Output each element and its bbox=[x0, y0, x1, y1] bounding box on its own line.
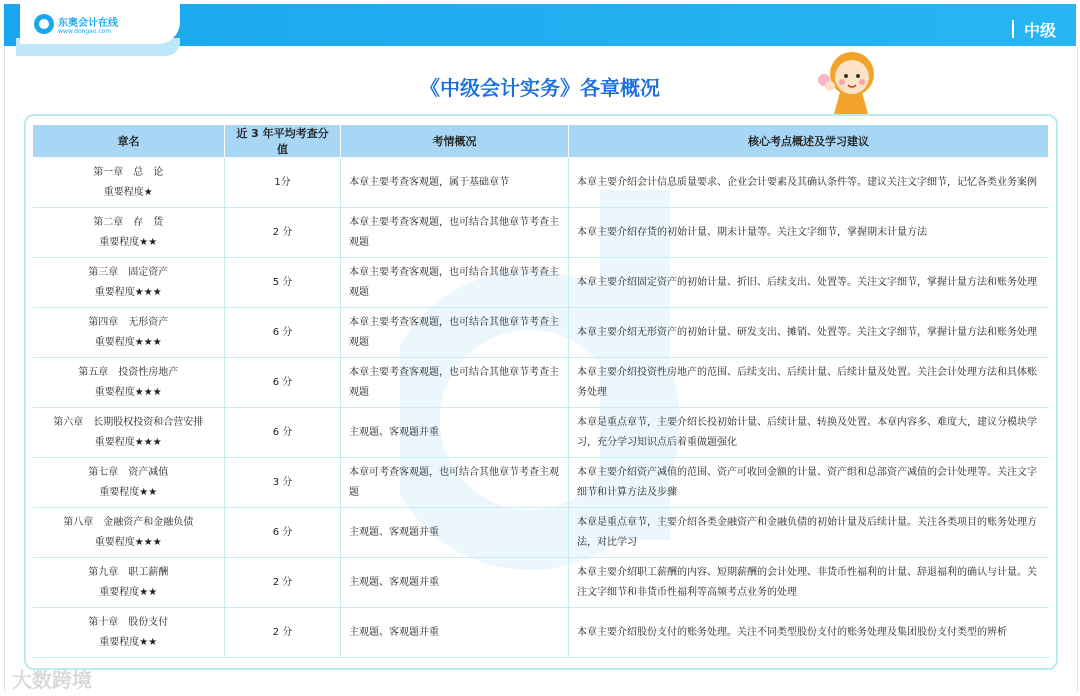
importance-rating: 重要程度★★ bbox=[99, 486, 158, 498]
logo[interactable] bbox=[20, 4, 180, 44]
importance-rating: 重要程度★★ bbox=[99, 636, 158, 648]
overview-cell: 主观题、客观题并重 bbox=[341, 608, 569, 658]
advice-cell: 本章主要介绍会计信息质量要求、企业会计要素及其确认条件等。建议关注文字细节，记忆各类业务案例 bbox=[569, 158, 1049, 208]
column-header-chapter: 章名 bbox=[33, 125, 225, 158]
chapter-name: 第一章 总 论 bbox=[93, 166, 164, 178]
overview-cell: 主观题、客观题并重 bbox=[341, 558, 569, 608]
importance-rating: 重要程度★★★ bbox=[94, 336, 162, 348]
importance-rating: 重要程度★★★ bbox=[94, 536, 162, 548]
table-row bbox=[33, 558, 1049, 608]
level-label: 中级 bbox=[1024, 21, 1057, 40]
table-row bbox=[33, 408, 1049, 458]
score-cell: 6 分 bbox=[225, 308, 341, 358]
column-header-score: 近 3 年平均考查分值 bbox=[225, 125, 341, 158]
table-row bbox=[33, 508, 1049, 558]
chapter-cell bbox=[33, 608, 225, 658]
chapter-name: 第十章 股份支付 bbox=[88, 616, 169, 628]
chapter-name: 第二章 存 货 bbox=[93, 216, 164, 228]
score-cell: 6 分 bbox=[225, 508, 341, 558]
chapter-name: 第六章 长期股权投资和合营安排 bbox=[53, 416, 204, 428]
overview-cell: 本章主要考查客观题，属于基础章节 bbox=[341, 158, 569, 208]
advice-cell: 本章主要介绍资产减值的范围、资产可收回金额的计量、资产组和总部资产减值的会计处理等。关注文字细节和计算方法及步骤 bbox=[569, 458, 1049, 508]
chapter-name: 第八章 金融资产和金融负债 bbox=[63, 516, 194, 528]
score-cell: 2 分 bbox=[225, 558, 341, 608]
table-row bbox=[33, 608, 1049, 658]
chapter-name: 第三章 固定资产 bbox=[88, 266, 169, 278]
chapter-cell bbox=[33, 358, 225, 408]
logo-name: 东奥会计在线 bbox=[58, 18, 118, 29]
column-header-overview: 考情概况 bbox=[341, 125, 569, 158]
overview-cell: 本章主要考查客观题，也可结合其他章节考查主观题 bbox=[341, 308, 569, 358]
footer-watermark: 大数跨境 bbox=[12, 668, 92, 692]
table-row bbox=[33, 358, 1049, 408]
advice-cell: 本章是重点章节，主要介绍各类金融资产和金融负债的初始计量及后续计量。关注各类项目的账务处理方法，对比学习 bbox=[569, 508, 1049, 558]
chapter-name: 第七章 资产减值 bbox=[88, 466, 169, 478]
score-cell: 1分 bbox=[225, 158, 341, 208]
importance-rating: 重要程度★★ bbox=[99, 586, 158, 598]
chapter-cell bbox=[33, 208, 225, 258]
score-cell: 2 分 bbox=[225, 608, 341, 658]
mascot-icon bbox=[812, 44, 890, 114]
table-row bbox=[33, 258, 1049, 308]
score-cell: 2 分 bbox=[225, 208, 341, 258]
column-header-advice: 核心考点概述及学习建议 bbox=[569, 125, 1049, 158]
overview-cell: 本章主要考查客观题，也可结合其他章节考查主观题 bbox=[341, 358, 569, 408]
importance-rating: 重要程度★★ bbox=[99, 236, 158, 248]
chapter-cell bbox=[33, 158, 225, 208]
advice-cell: 本章主要介绍股份支付的账务处理。关注不同类型股份支付的账务处理及集团股份支付类型的辨析 bbox=[569, 608, 1049, 658]
score-cell: 6 分 bbox=[225, 408, 341, 458]
importance-rating: 重要程度★ bbox=[103, 186, 153, 198]
table-row bbox=[33, 458, 1049, 508]
advice-cell: 本章主要介绍职工薪酬的内容、短期薪酬的会计处理、非货币性福利的计量、辞退福利的确认与计量。关注文字细节和非货币性福利等高频考点业务的处理 bbox=[569, 558, 1049, 608]
chapter-cell bbox=[33, 458, 225, 508]
overview-cell: 主观题、客观题并重 bbox=[341, 508, 569, 558]
importance-rating: 重要程度★★★ bbox=[94, 436, 162, 448]
logo-url: www.dongao.com bbox=[58, 28, 112, 35]
advice-cell: 本章主要介绍固定资产的初始计量、折旧、后续支出、处置等。关注文字细节，掌握计量方法和账务处理 bbox=[569, 258, 1049, 308]
score-cell: 6 分 bbox=[225, 358, 341, 408]
level-divider bbox=[1012, 20, 1014, 38]
table-row bbox=[33, 208, 1049, 258]
importance-rating: 重要程度★★★ bbox=[94, 286, 162, 298]
chapter-cell bbox=[33, 308, 225, 358]
chapter-cell bbox=[33, 508, 225, 558]
advice-cell: 本章是重点章节，主要介绍长投初始计量、后续计量、转换及处置。本章内容多、难度大，建议分模块学习，充分学习知识点后着重做题强化 bbox=[569, 408, 1049, 458]
overview-cell: 本章可考查客观题，也可结合其他章节考查主观题 bbox=[341, 458, 569, 508]
chapter-table bbox=[32, 124, 1049, 658]
score-cell: 3 分 bbox=[225, 458, 341, 508]
overview-cell: 本章主要考查客观题，也可结合其他章节考查主观题 bbox=[341, 208, 569, 258]
page-title: 《中级会计实务》各章概况 bbox=[420, 76, 660, 100]
chapter-name: 第四章 无形资产 bbox=[88, 316, 169, 328]
overview-cell: 本章主要考查客观题，也可结合其他章节考查主观题 bbox=[341, 258, 569, 308]
overview-cell: 主观题、客观题并重 bbox=[341, 408, 569, 458]
logo-icon bbox=[34, 14, 54, 34]
advice-cell: 本章主要介绍无形资产的初始计量、研发支出、摊销、处置等。关注文字细节，掌握计量方法和账务处理 bbox=[569, 308, 1049, 358]
chapter-name: 第九章 职工薪酬 bbox=[88, 566, 169, 578]
importance-rating: 重要程度★★★ bbox=[94, 386, 162, 398]
table-row bbox=[33, 308, 1049, 358]
chapter-cell bbox=[33, 558, 225, 608]
advice-cell: 本章主要介绍投资性房地产的范围、后续支出、后续计量、后续计量及处置。关注会计处理方法和具体账务处理 bbox=[569, 358, 1049, 408]
table-header-row bbox=[33, 125, 1049, 158]
advice-cell: 本章主要介绍存货的初始计量、期末计量等。关注文字细节，掌握期末计量方法 bbox=[569, 208, 1049, 258]
chapter-cell bbox=[33, 258, 225, 308]
chapter-name: 第五章 投资性房地产 bbox=[78, 366, 179, 378]
chapter-cell bbox=[33, 408, 225, 458]
table-row bbox=[33, 158, 1049, 208]
score-cell: 5 分 bbox=[225, 258, 341, 308]
